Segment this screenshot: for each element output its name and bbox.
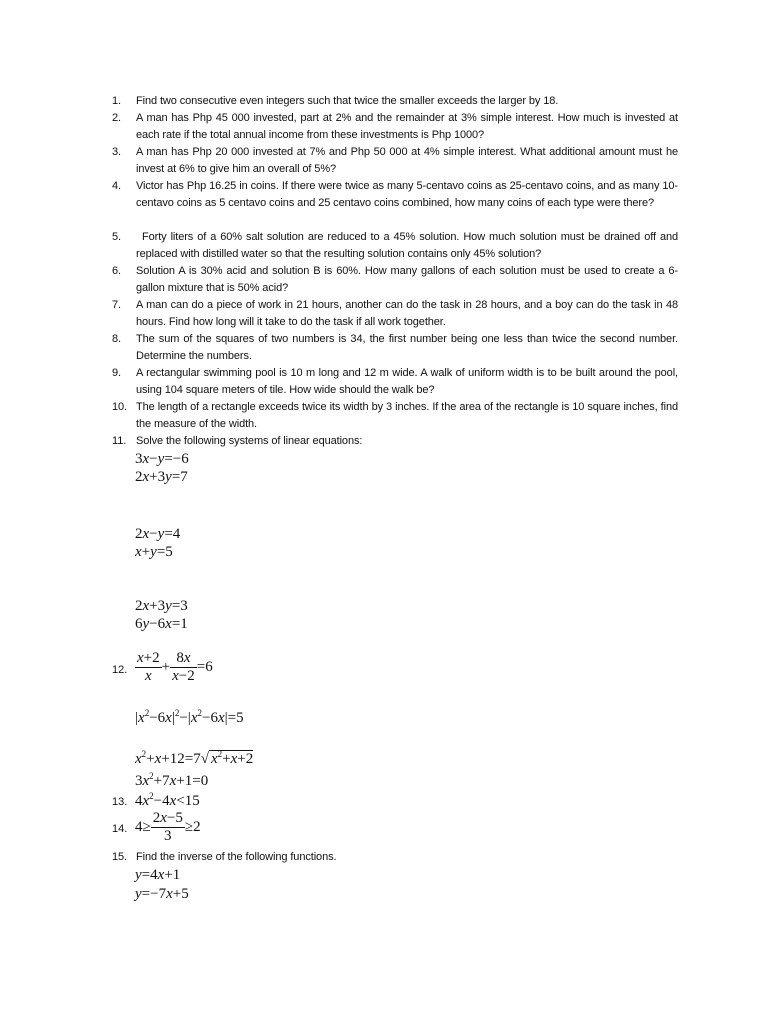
problem-text: A rectangular swimming pool is 10 m long and 12 m wide. A walk of uniform width is to be built around the pool, using 104 square meters of tile. How wide should the walk be? bbox=[136, 367, 678, 396]
problem-number: 8. bbox=[112, 333, 121, 345]
equation: 6y−6x=1 bbox=[135, 616, 188, 632]
problem-11 bbox=[112, 433, 678, 450]
problem-4 bbox=[112, 178, 678, 212]
equation: y=−7x+5 bbox=[135, 886, 189, 902]
problem-text: A man has Php 20 000 invested at 7% and Php 50 000 at 4% simple interest. What additional amount must he invest at 6% to give him an overall of 5%? bbox=[136, 146, 678, 175]
problem-2 bbox=[112, 110, 678, 144]
problem-text: Victor has Php 16.25 in coins. If there were twice as many 5-centavo coins as 25-centavo coins, and as many 10-centavo coins as 5 centavo coins and 25 centavo coins combined, how many coins of each type were there? bbox=[136, 180, 678, 209]
problem-number: 9. bbox=[112, 367, 121, 379]
equation: $\frac{x+2}{x}$ + $\frac{8x}{x-2}$ =6 bbox=[137, 650, 213, 684]
equation: 4≥ $\frac{2x-5}{3}$ ≥2 bbox=[135, 810, 201, 844]
problem-number: 12. bbox=[112, 664, 128, 676]
problem-5 bbox=[112, 229, 678, 263]
problem-number: 11. bbox=[112, 435, 127, 447]
equation: y=4x+1 bbox=[135, 867, 181, 883]
problem-text: Find two consecutive even integers such that twice the smaller exceeds the larger by 18. bbox=[136, 95, 559, 107]
problem-text: A man has Php 45 000 invested, part at 2% and the remainder at 3% simple interest. How much is invested at each rate if the total annual income from these investments is Php 1000? bbox=[136, 112, 678, 141]
problem-9 bbox=[112, 365, 678, 399]
problem-number: 3. bbox=[112, 146, 121, 158]
problem-text: Forty liters of a 60% salt solution are reduced to a 45% solution. How much solution must be drained off and replaced with distilled water so that the resulting solution contains only 45% solution? bbox=[136, 231, 678, 260]
problem-7 bbox=[112, 297, 678, 331]
equation: 2x+3y=7 bbox=[135, 469, 188, 485]
problem-number: 15. bbox=[112, 851, 127, 863]
problem-text: Solution A is 30% acid and solution B is 60%. How many gallons of each solution must be used to create a 6-gallon mixture that is 50% acid? bbox=[136, 265, 678, 294]
problem-number: 5. bbox=[112, 231, 121, 243]
problem-number: 14. bbox=[112, 823, 128, 835]
problem-6 bbox=[112, 263, 678, 297]
problem-number: 4. bbox=[112, 180, 121, 192]
equation: $x^2+x+12=7√$ $x^2+x+2$ bbox=[135, 749, 254, 767]
problem-text: A man can do a piece of work in 21 hours, another can do the task in 28 hours, and a boy can do the task in 48 hours. Find how long will it take to do the task if all work together. bbox=[136, 299, 678, 328]
problem-1 bbox=[112, 93, 678, 110]
problem-number: 6. bbox=[112, 265, 121, 277]
problem-number: 13. bbox=[112, 796, 128, 808]
equation: 2x+3y=3 bbox=[135, 598, 188, 614]
equation: $3x^2+7x+1=0$ bbox=[135, 771, 209, 789]
problem-text: The length of a rectangle exceeds twice its width by 3 inches. If the area of the rectangle is 10 square inches, find the measure of the width. bbox=[136, 401, 678, 430]
problem-text: Find the inverse of the following functions. bbox=[136, 851, 337, 863]
problem-15 bbox=[112, 849, 678, 866]
equation: 3x−y=−6 bbox=[135, 451, 189, 467]
problem-number: 10. bbox=[112, 401, 127, 413]
problem-text: The sum of the squares of two numbers is 34, the first number being one less than twice the second number. Determine the numbers. bbox=[136, 333, 678, 362]
equation: $|x^2-6x|^2-|x^2-6x|=5$ bbox=[135, 708, 244, 726]
problem-10 bbox=[112, 399, 678, 433]
problem-number: 7. bbox=[112, 299, 121, 311]
problem-3 bbox=[112, 144, 678, 178]
problem-8 bbox=[112, 331, 678, 365]
problem-number: 1. bbox=[112, 95, 121, 107]
problem-number: 2. bbox=[112, 112, 121, 124]
equation: x+y=5 bbox=[135, 544, 173, 560]
equation: 2x−y=4 bbox=[135, 526, 181, 542]
problem-text: Solve the following systems of linear equations: bbox=[136, 435, 363, 447]
equation: $4x^2-4x<15$ bbox=[135, 791, 200, 809]
